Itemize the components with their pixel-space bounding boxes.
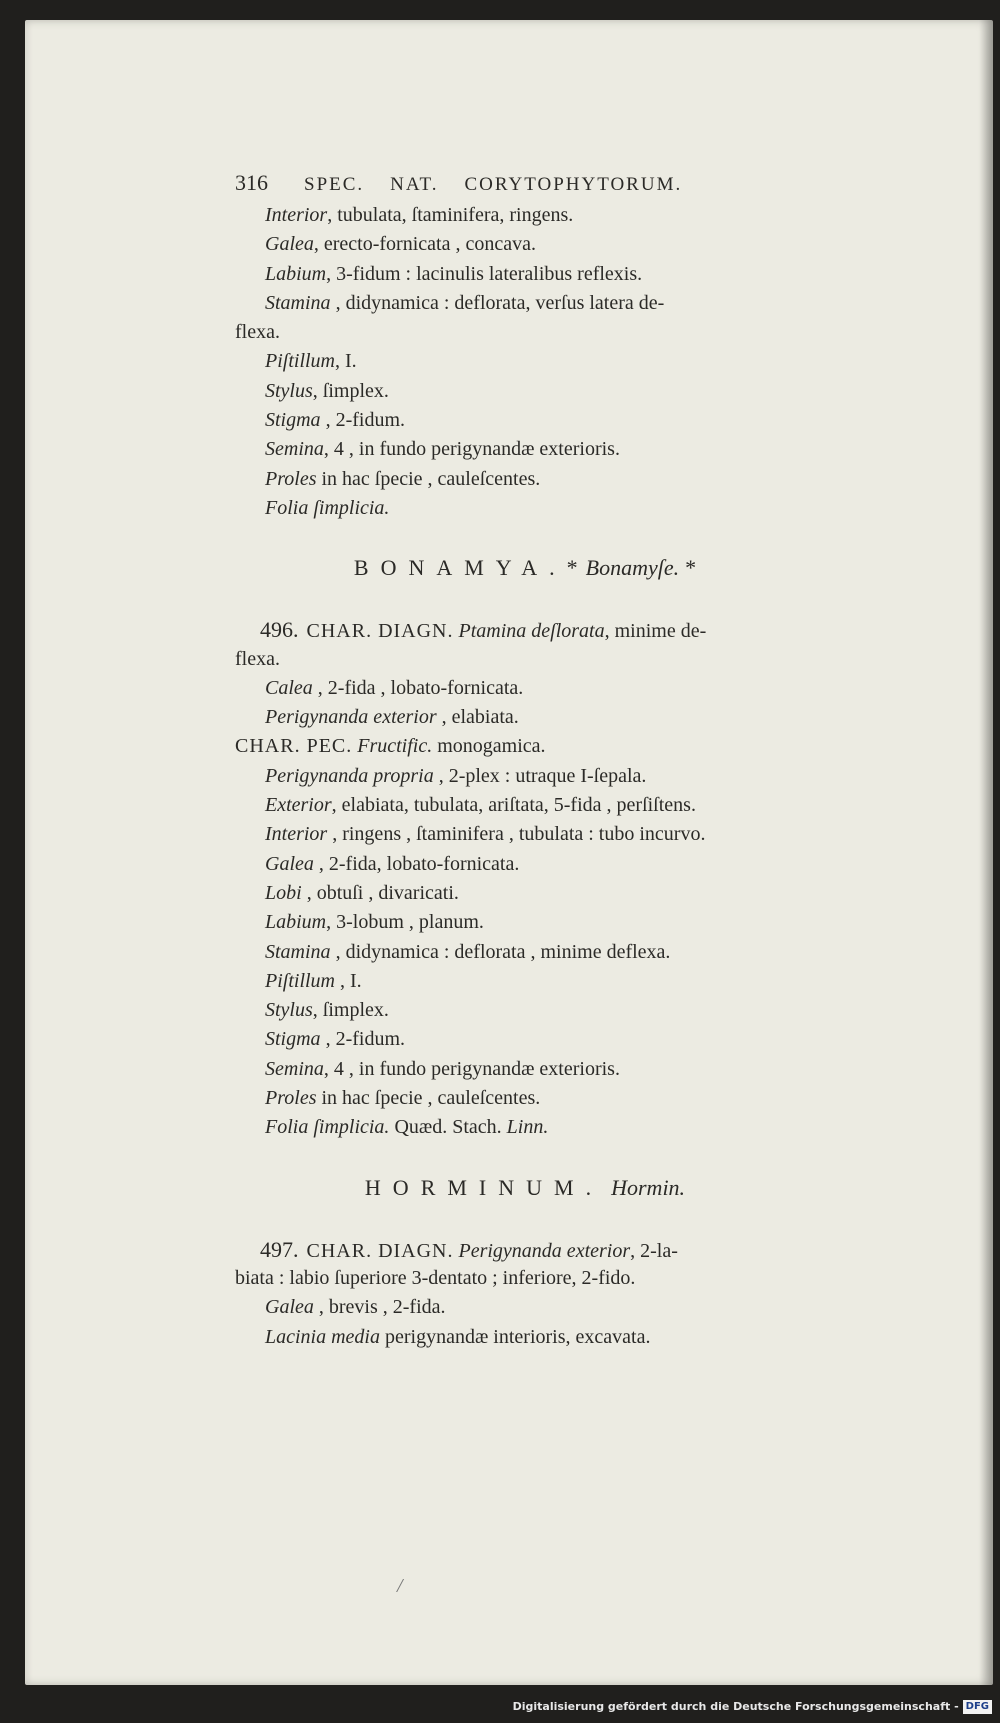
text-line: Lacinia media perigynandæ interioris, excavata. xyxy=(265,1325,651,1348)
text-line: Interior, tubulata, ſtaminifera, ringens. xyxy=(265,204,574,226)
text-line: Galea, erecto-fornicata , concava. xyxy=(265,233,536,256)
synonym-mark: * xyxy=(685,555,697,581)
text-line: Stigma , 2-fidum. xyxy=(265,409,405,432)
genus-name: HORMINUM. xyxy=(364,1174,604,1200)
text-line: Piſtillum, I. xyxy=(265,350,357,373)
genus-heading-horminum xyxy=(235,1167,815,1209)
running-header xyxy=(235,165,815,201)
page-edge-shadow xyxy=(979,20,993,1685)
text-line: Interior , ringens , ſtaminifera , tubulata : tubo incurvo. xyxy=(265,823,706,846)
text-line: Folia ſimplicia. xyxy=(265,496,390,519)
char-pec-line: CHAR. PEC. Fructific. monogamica. xyxy=(235,735,546,758)
digitization-footer xyxy=(513,1697,992,1717)
text-line: Galea , 2-fida, lobato-fornicata. xyxy=(265,852,520,875)
text-line: Semina, 4 , in fundo perigynandæ exterioris. xyxy=(265,1057,620,1080)
header-spec: SPEC. xyxy=(304,174,365,195)
genus-name: BONAMYA. xyxy=(353,555,567,581)
text-line: Labium, 3-lobum , planum. xyxy=(265,911,484,934)
header-corytophytorum: CORYTOPHYTORUM. xyxy=(464,174,683,195)
text-line: Stamina , didynamica : deflorata , minime deflexa. xyxy=(265,940,671,963)
genus-heading-bonamya xyxy=(235,547,815,589)
entry-number: 497. xyxy=(260,1236,299,1262)
entry-497-diagnosis: 497. CHAR. DIAGN. Perigynanda exterior, 2-la- xyxy=(260,1236,678,1262)
text-line: Stylus, ſimplex. xyxy=(265,379,389,402)
text-line: biata : labio ſuperiore 3-dentato ; inferiore, 2-fido. xyxy=(235,1266,636,1289)
genus-synonym: Bonamyſe. xyxy=(585,555,680,581)
genus-synonym: Hormin. xyxy=(611,1174,686,1200)
page-number: 316 xyxy=(235,170,268,195)
text-line: Semina, 4 , in fundo perigynandæ exterioris. xyxy=(265,438,620,461)
footer-text: Digitalisierung gefördert durch die Deutsche Forschungsgemeinschaft - xyxy=(512,1700,959,1713)
text-line: Stigma , 2-fidum. xyxy=(265,1028,405,1051)
entry-number: 496. xyxy=(260,617,299,643)
text-line: Folia ſimplicia. Quæd. Stach. Linn. xyxy=(265,1116,549,1139)
text-line: Stamina , didynamica : deflorata, verſus latera de- xyxy=(265,291,665,314)
text-line: Proles in hac ſpecie , cauleſcentes. xyxy=(265,467,541,490)
text-line: Perigynanda exterior , elabiata. xyxy=(265,706,519,729)
text-line: Proles in hac ſpecie , cauleſcentes. xyxy=(265,1087,541,1110)
text-line: Lobi , obtuſi , divaricati. xyxy=(265,881,459,904)
book-page xyxy=(25,20,993,1685)
text-line: Exterior, elabiata, tubulata, ariſtata, 5-fida , perſiſtens. xyxy=(265,794,696,817)
entry-496-diagnosis: 496. CHAR. DIAGN. Ptamina deſlorata, minime de- xyxy=(260,617,707,643)
text-line: flexa. xyxy=(235,321,280,344)
text-line: flexa. xyxy=(235,647,280,670)
ink-mark: / xyxy=(397,1575,403,1597)
text-line: Perigynanda propria , 2-plex : utraque I-ſepala. xyxy=(265,764,647,787)
text-line: Calea , 2-fida , lobato-fornicata. xyxy=(265,676,524,699)
dfg-logo: DFG xyxy=(963,1700,992,1714)
text-line: Labium, 3-fidum : lacinulis lateralibus reflexis. xyxy=(265,262,643,285)
header-nat: NAT. xyxy=(390,174,439,195)
text-line: Galea , brevis , 2-fida. xyxy=(265,1296,446,1319)
text-line: Piſtillum , I. xyxy=(265,969,362,992)
page-text-block xyxy=(235,165,815,1352)
genus-mark: * xyxy=(566,555,578,581)
text-line: Stylus, ſimplex. xyxy=(265,999,389,1022)
